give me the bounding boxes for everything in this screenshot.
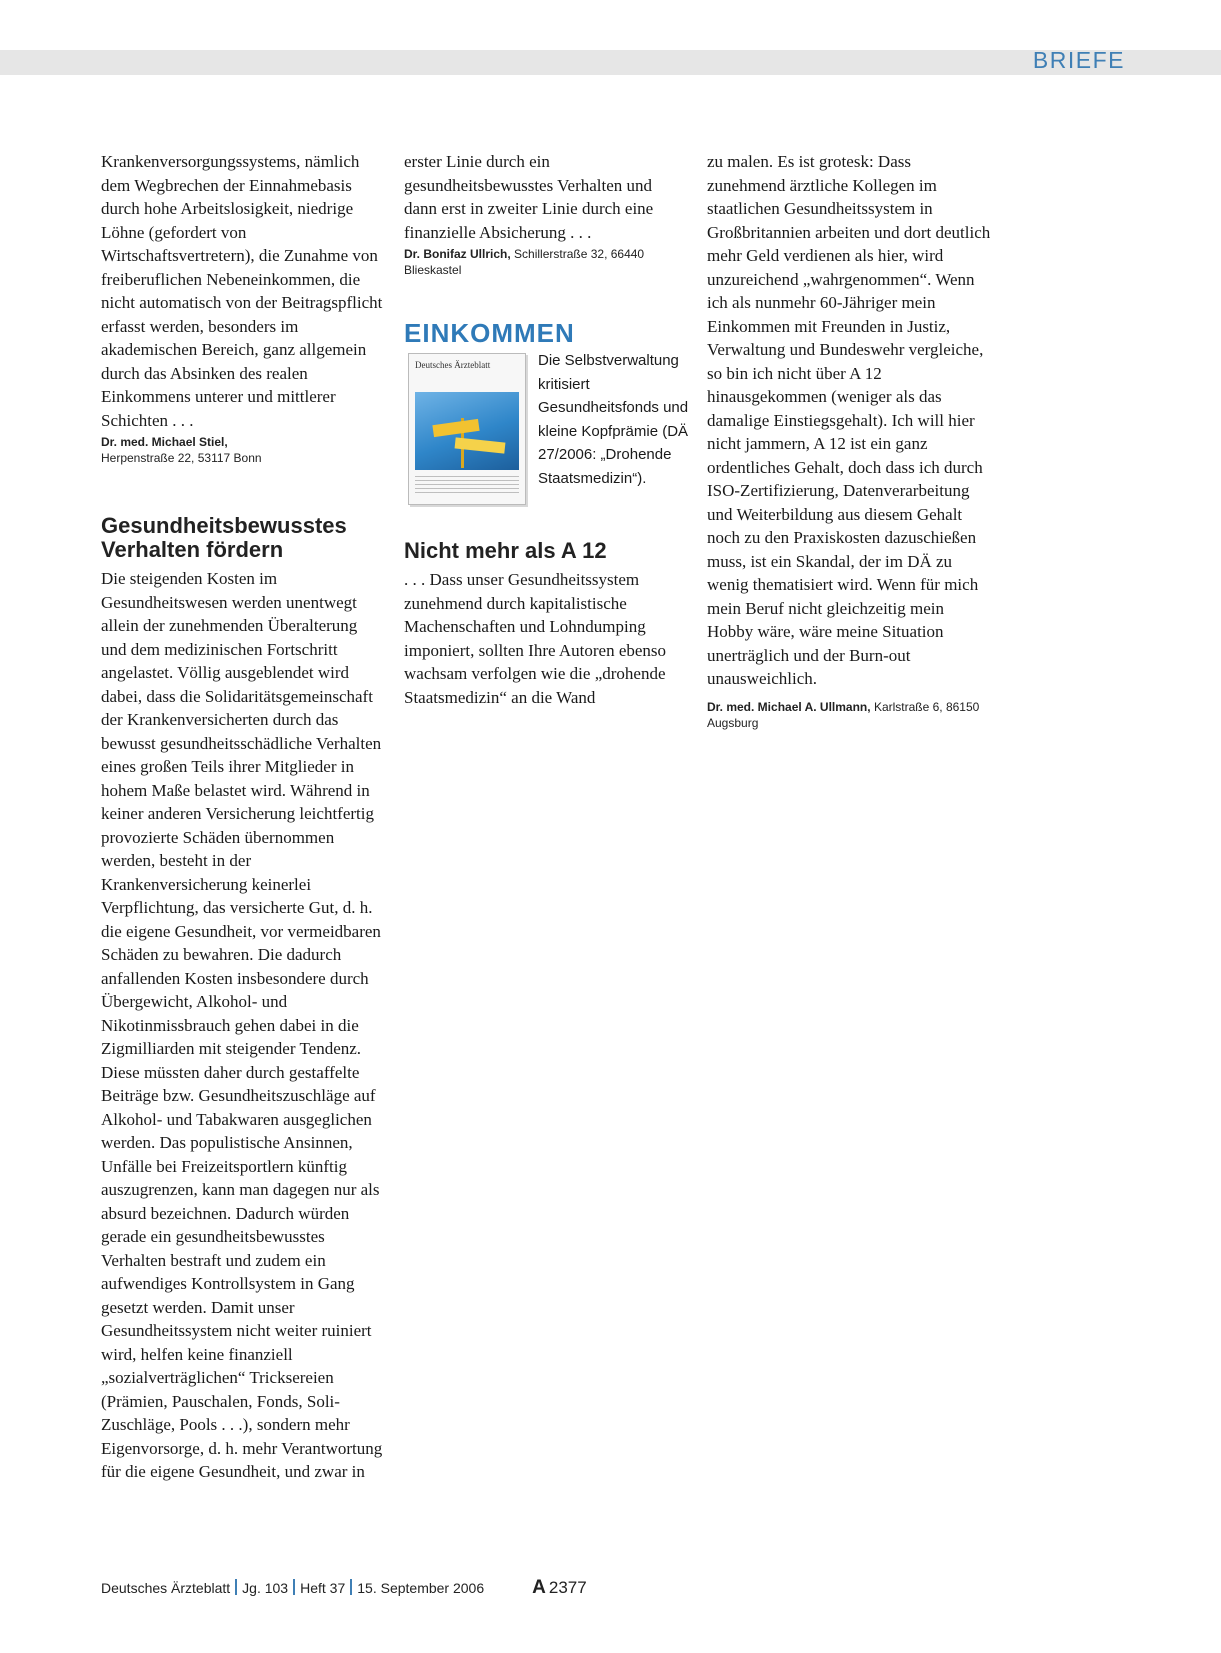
cover-illustration <box>415 392 519 470</box>
letter-heading: Gesundheitsbewusstes Verhalten fördern <box>101 513 347 562</box>
teaser-box <box>404 353 689 505</box>
journal-volume: Jg. 103 <box>242 1580 289 1596</box>
letter-text: Krankenversorgungssystems, nämlich dem Wegbrechen der Einnahmebasis durch hohe Arbeitslosigkeit, niedrige Löhne (gefordert von Wirtschaftsvertretern), die Zunahme von freiberuflichen Nebeneinkommen, die nicht automatisch von der Beitragspflicht erfasst werden, besonders im akademischen Bereich, ganz allgemein durch das Absinken des realen Einkommens unterer und mittlerer Schichten . . . <box>101 152 383 430</box>
magazine-cover-image <box>408 353 526 505</box>
column-1 <box>101 150 386 1484</box>
letter-text: zu malen. Es ist grotesk: Dass zunehmend ärztliche Kollegen im staatlichen Gesundheitssystem in Großbritannien arbeiten und dort deutlich mehr Geld verdienen als hier, wird unzureichend „wahrgenommen“. Wenn ich als nunmehr 60-Jähriger mein Einkommen mit Freunden in Justiz, Verwaltung und Bundeswehr vergleiche, so bin ich nicht über A 12 hinausgekommen (weniger als das damalige Einstiegsgehalt). Ich will hier nicht jammern, A 12 ist ein ganz ordentliches Gehalt, doch dass ich durch ISO-Zertifizierung, Datenverarbeitung und Weiterbildung aus diesem Gehalt noch zu den Praxiskosten dazuschießen muss, ist ein Skandal, der im DÄ zu wenig thematisiert wird. Wenn für mich mein Beruf nicht gleichzeitig mein Hobby wäre, wäre meine Situation unerträglich und der Burn-out unausweichlich. <box>707 152 991 688</box>
author-name: Dr. Bonifaz Ullrich, <box>404 247 511 261</box>
letter-heading: Nicht mehr als A 12 <box>404 538 607 563</box>
letter-signature <box>707 699 992 731</box>
letter-text: erster Linie durch ein gesundheitsbewusstes Verhalten und dann erst in zweiter Linie durch eine finanzielle Absicherung . . . <box>404 152 654 242</box>
author-name: Dr. med. Michael Stiel, <box>101 435 228 449</box>
issue-date: 15. September 2006 <box>357 1580 485 1596</box>
cover-masthead: Deutsches Ärzteblatt <box>415 360 491 370</box>
journal-issue: Heft 37 <box>300 1580 346 1596</box>
cover-text-lines <box>415 476 519 496</box>
topic-kicker: EINKOMMEN <box>404 318 575 348</box>
letter-signature <box>101 434 386 466</box>
journal-name: Deutsches Ärzteblatt <box>101 1580 231 1596</box>
author-address: Karlstraße 6, 86150 Augsburg <box>707 699 980 730</box>
column-2 <box>404 150 689 709</box>
letter-text: Die steigenden Kosten im Gesundheitswesen werden unentwegt allein der zunehmenden Überalterung und dem medizinischen Fortschritt angelastet. Völlig ausgeblendet wird dabei, dass die Solidaritätsgemeinschaft der Krankenversicherten durch das bewusst gesundheitsschädliche Verhalten eines großen Teils ihrer Mitglieder in hohem Maße belastet wird. Während in keiner anderen Versicherung leichtfertig provozierte Schäden übernommen werden, besteht in der Krankenversicherung keinerlei Verpflichtung, das versicherte Gut, d. h. die eigene Gesundheit, vor vermeidbaren Schäden zu bewahren. Die dadurch anfallenden Kosten insbesondere durch Übergewicht, Alkohol- und Nikotinmissbrauch gehen dabei in die Zigmilliarden mit steigender Tendenz. Diese müssten daher durch gestaffelte Beiträge bzw. Gesundheitszuschläge auf Alkohol- und Tabakwaren ausgeglichen werden. Das populistische Ansinnen, Unfälle bei Freizeitsportlern künftig auszugrenzen, kann man dagegen nur als absurd bezeichnen. Dadurch würden gerade ein gesundheitsbewusstes Verhalten bestraft und zudem ein aufwendiges Kontrollsystem in Gang gesetzt werden. Damit unser Gesundheitssystem nicht weiter ruiniert wird, helfen keine finanziell „sozialverträglichen“ Tricksereien (Prämien, Pauschalen, Fonds, Soli-Zuschläge, Pools . . .), sondern mehr Eigenvorsorge, d. h. mehr Verantwortung für die eigene Gesundheit, und zwar in <box>101 569 383 1481</box>
page-footer <box>101 1577 587 1599</box>
footer-separator <box>350 1579 352 1595</box>
author-address: Herpenstraße 22, 53117 Bonn <box>101 451 262 465</box>
column-3 <box>707 150 992 731</box>
footer-separator <box>235 1579 237 1595</box>
footer-separator <box>293 1579 295 1595</box>
teaser-text: Die Selbstverwaltung kritisiert Gesundheitsfonds und kleine Kopfprämie (DÄ 27/2006: „Drohende Staatsmedizin“). <box>538 352 689 487</box>
page-prefix: A <box>532 1577 546 1598</box>
author-name: Dr. med. Michael A. Ullmann, <box>707 699 871 714</box>
page-number-value: 2377 <box>548 1578 587 1597</box>
letter-signature <box>404 246 689 278</box>
page-number <box>532 1577 587 1599</box>
letter-text: . . . Dass unser Gesundheitssystem zunehmend durch kapitalistische Machenschaften und Lohndumping imponiert, sollten Ihre Autoren ebenso wachsam verfolgen wie die „drohende Staatsmedizin“ an die Wand <box>404 570 667 707</box>
section-title: BRIEFE <box>1032 47 1125 73</box>
author-address: Schillerstraße 32, 66440 Blieskastel <box>404 247 645 277</box>
